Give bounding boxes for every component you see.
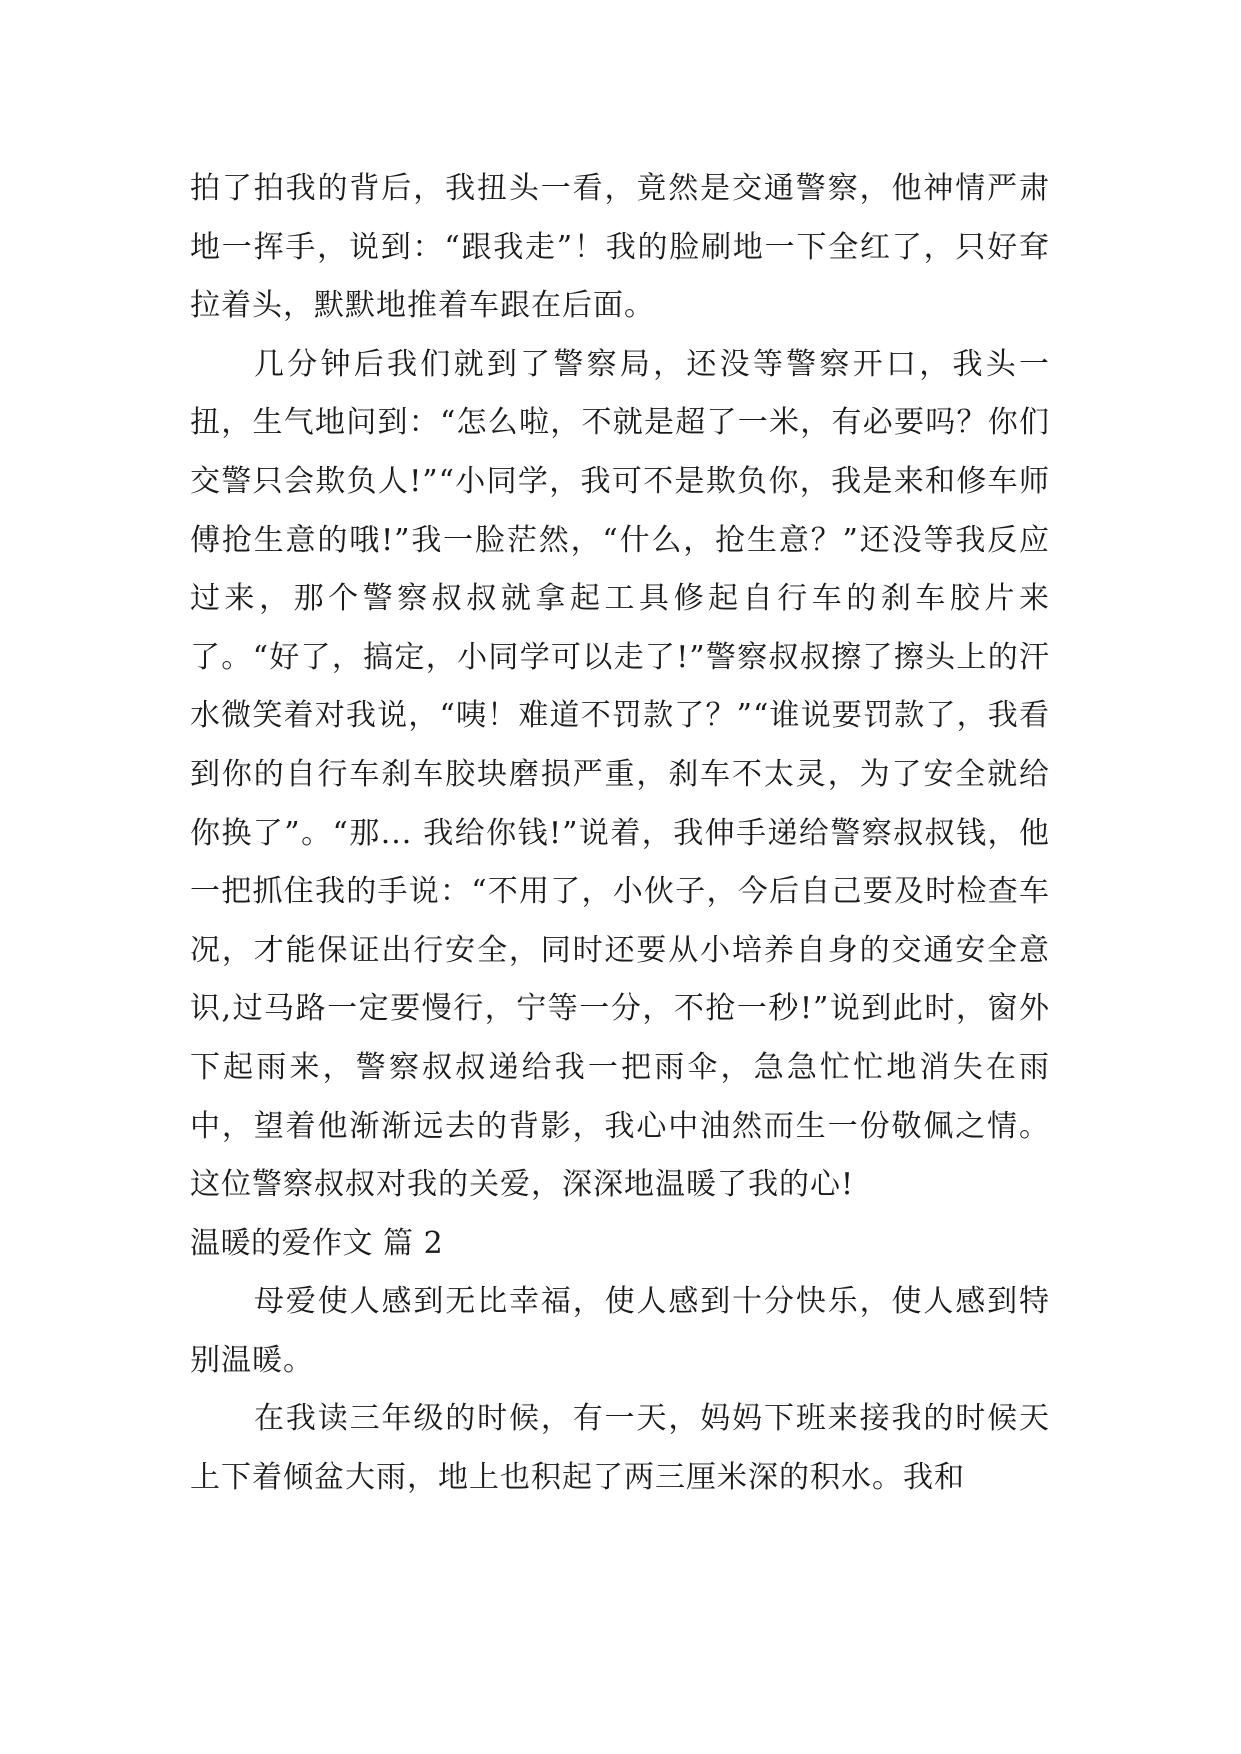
paragraph-3: 母爱使人感到无比幸福，使人感到十分快乐，使人感到特别温暖。 (190, 1284, 1050, 1378)
paragraph-4: 在我读三年级的时候，有一天，妈妈下班来接我的时候天上下着倾盆大雨，地上也积起了两三厘米深的积水。我和 (190, 1401, 1050, 1496)
document-body (190, 160, 1050, 1508)
paragraph-2: 几分钟后我们就到了警察局，还没等警察开口，我头一扭，生气地问到：“怎么啦，不就是超了一米，有必要吗？你们交警只会欺负人!”“小同学，我可不是欺负你，我是来和修车师傅抢生意的哦!”我一脸茫然，“什么，抢生意？”还没等我反应过来，那个警察叔叔就拿起工具修起自行车的刹车胶片来了。“好了，搞定，小同学可以走了!”警察叔叔擦了擦头上的汗水微笑着对我说，“咦！难道不罚款了？”“谁说要罚款了，我看到你的自行车刹车胶块磨损严重，刹车不太灵，为了安全就给你换了”。“那... 我给你钱!”说着，我伸手递给警察叔叔钱，他一把抓住我的手说：“不用了，小伙子，今后自己要及时检查车况，才能保证出行安全，同时还要从小培养自身的交通安全意识,过马路一定要慢行，宁等一分，不抢一秒!”说到此时，窗外下起雨来，警察叔叔递给我一把雨伞，急急忙忙地消失在雨中，望着他渐渐远去的背影，我心中油然而生一份敬佩之情。这位警察叔叔对我的关爱，深深地温暖了我的心! (190, 346, 1050, 1203)
paragraph-1: 拍了拍我的背后，我扭头一看，竟然是交通警察，他神情严肃地一挥手，说到：“跟我走”！我的脸刷地一下全红了，只好耷拉着头，默默地推着车跟在后面。 (190, 171, 1050, 324)
section-heading: 温暖的爱作文 篇 2 (190, 1225, 444, 1261)
